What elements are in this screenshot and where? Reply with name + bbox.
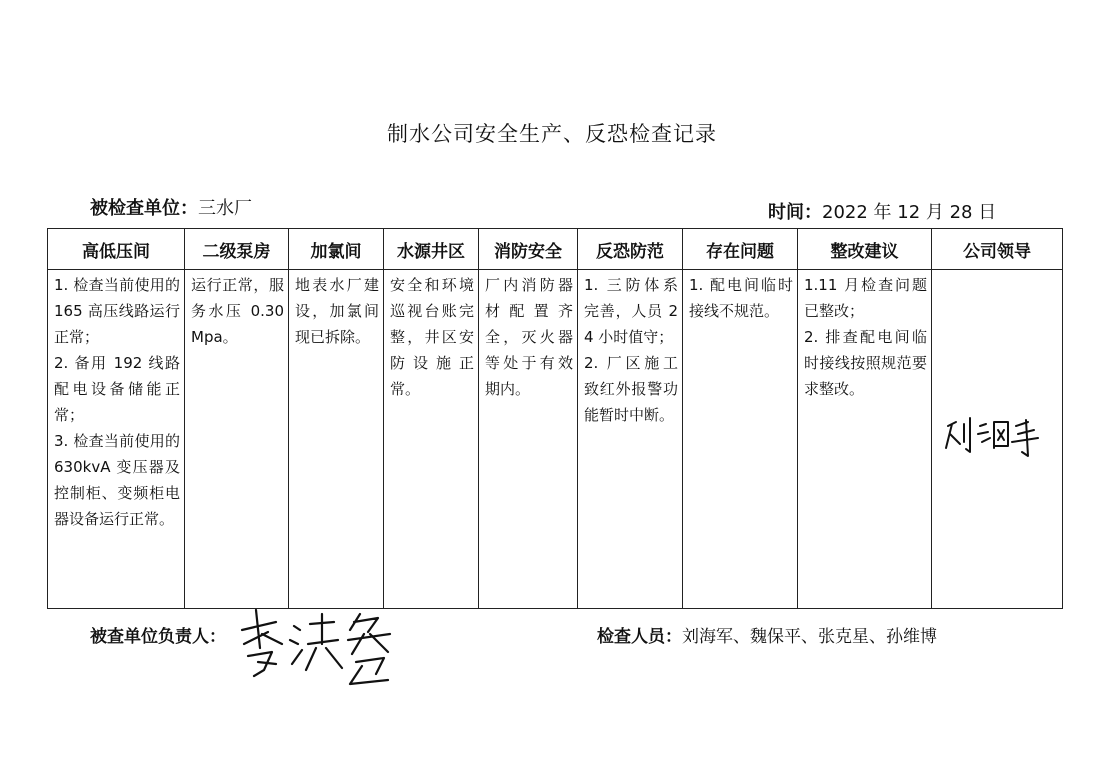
cell-text: 2. 排查配电间临时接线按照规范要求整改。 xyxy=(804,328,927,398)
inspectors-label: 检查人员： xyxy=(597,627,682,647)
cell-text: 3. 检查当前使用的 630kvA 变压器及控制柜、变频柜电器设备运行正常。 xyxy=(54,432,180,528)
inspected-unit-line xyxy=(90,194,252,220)
cell-fire-safety xyxy=(479,270,578,609)
cell-suggestions xyxy=(798,270,932,609)
cell-leader xyxy=(932,270,1063,609)
header-wellfield: 水源井区 xyxy=(384,229,479,270)
inspected-unit-label: 被检查单位： xyxy=(90,198,198,219)
leader-signature xyxy=(942,412,1052,462)
inspection-time-line xyxy=(768,198,996,224)
cell-text: 1. 配电间临时接线不规范。 xyxy=(689,276,793,320)
cell-text: 1. 三防体系完善，人员 24 小时值守； xyxy=(584,276,678,346)
cell-hv-room xyxy=(48,270,185,609)
header-pump-room: 二级泵房 xyxy=(185,229,289,270)
cell-text: 1. 检查当前使用的 165 高压线路运行正常； xyxy=(54,276,180,346)
table-row xyxy=(48,270,1063,609)
inspectors-line xyxy=(597,622,937,647)
header-fire-safety: 消防安全 xyxy=(479,229,578,270)
header-hv-room: 高低压间 xyxy=(48,229,185,270)
header-suggestions: 整改建议 xyxy=(798,229,932,270)
cell-anti-terror xyxy=(578,270,683,609)
responsible-person-label: 被查单位负责人： xyxy=(90,627,226,647)
cell-issues xyxy=(683,270,798,609)
time-label: 时间： xyxy=(768,202,822,223)
cell-text: 地表水厂建设，加氯间现已拆除。 xyxy=(295,276,379,346)
inspectors-names: 刘海军、魏保平、张克星、孙维博 xyxy=(682,627,937,647)
inspected-unit-value: 三水厂 xyxy=(198,198,252,219)
cell-chlorination-room xyxy=(289,270,384,609)
responsible-signature xyxy=(238,604,398,689)
cell-pump-room xyxy=(185,270,289,609)
cell-text: 厂内消防器材配置齐全，灭火器等处于有效期内。 xyxy=(485,276,573,398)
cell-text: 2. 备用 192 线路配电设备储能正常； xyxy=(54,354,180,424)
table-header-row xyxy=(48,229,1063,270)
cell-text: 2. 厂区施工致红外报警功能暂时中断。 xyxy=(584,354,678,424)
header-leader: 公司领导 xyxy=(932,229,1063,270)
cell-text: 安全和环境巡视台账完整，井区安防设施正常。 xyxy=(390,276,474,398)
cell-text: 运行正常，服务水压 0.30Mpa。 xyxy=(191,276,284,346)
header-anti-terror: 反恐防范 xyxy=(578,229,683,270)
time-value: 2022 年 12 月 28 日 xyxy=(822,202,997,223)
inspection-record-table xyxy=(47,228,1063,609)
header-issues: 存在问题 xyxy=(683,229,798,270)
header-chlorination-room: 加氯间 xyxy=(289,229,384,270)
cell-wellfield xyxy=(384,270,479,609)
cell-text: 1.11 月检查问题已整改； xyxy=(804,276,927,320)
document-title: 制水公司安全生产、反恐检查记录 xyxy=(387,122,717,146)
